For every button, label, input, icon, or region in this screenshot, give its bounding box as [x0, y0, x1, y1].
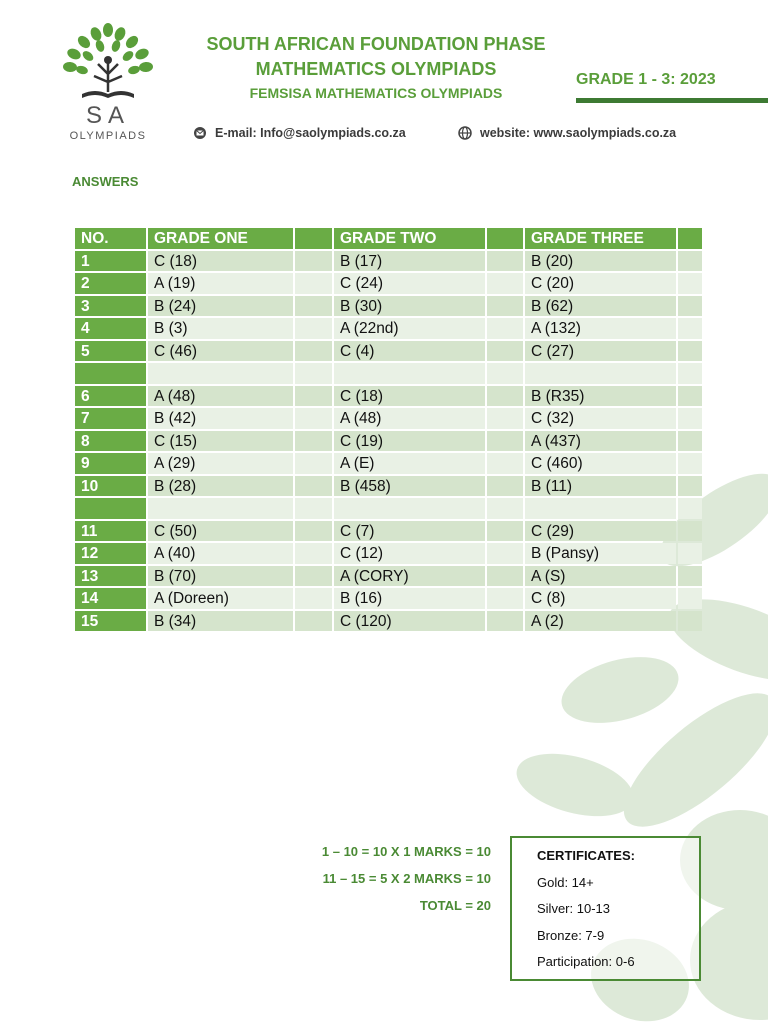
question-number-cell [75, 363, 146, 384]
answer-cell [487, 498, 523, 519]
answer-cell: A (S) [525, 566, 676, 587]
answer-cell [678, 566, 702, 587]
question-number-cell: 3 [75, 296, 146, 317]
answer-cell [678, 588, 702, 609]
answer-cell: A (132) [525, 318, 676, 339]
answer-cell: A (48) [148, 386, 293, 407]
answer-cell: C (24) [334, 273, 485, 294]
answer-cell [487, 318, 523, 339]
answer-cell: B (42) [148, 408, 293, 429]
answer-cell [487, 588, 523, 609]
answer-cell: A (40) [148, 543, 293, 564]
answer-cell [295, 341, 332, 362]
table-header-cell: NO. [75, 228, 146, 249]
answer-cell [678, 476, 702, 497]
answer-cell: C (4) [334, 341, 485, 362]
answer-cell: B (3) [148, 318, 293, 339]
question-number-cell: 9 [75, 453, 146, 474]
question-number-cell: 10 [75, 476, 146, 497]
answers-table [75, 228, 702, 633]
question-number-cell: 11 [75, 521, 146, 542]
table-row [75, 363, 702, 384]
answer-cell [295, 498, 332, 519]
question-number-cell: 6 [75, 386, 146, 407]
table-header-cell [295, 228, 332, 249]
answer-cell [487, 251, 523, 272]
question-number-cell: 1 [75, 251, 146, 272]
grade-tag: GRADE 1 - 3: 2023 [576, 71, 716, 88]
page-title-line1: SOUTH AFRICAN FOUNDATION PHASE [206, 34, 546, 54]
answer-cell [295, 611, 332, 632]
answer-cell [678, 408, 702, 429]
answer-cell [295, 363, 332, 384]
table-header-cell [678, 228, 702, 249]
answer-cell: C (19) [334, 431, 485, 452]
table-row [75, 611, 702, 632]
table-header-row [75, 228, 702, 249]
answer-cell [487, 611, 523, 632]
tree-book-icon [60, 22, 156, 106]
table-row [75, 408, 702, 429]
answer-cell [295, 476, 332, 497]
answer-cell: B (17) [334, 251, 485, 272]
answer-cell: A (19) [148, 273, 293, 294]
table-row [75, 498, 702, 519]
email-contact [193, 126, 406, 140]
table-row [75, 251, 702, 272]
answer-cell: A (E) [334, 453, 485, 474]
answer-cell [487, 341, 523, 362]
answer-cell: C (15) [148, 431, 293, 452]
answer-cell: C (32) [525, 408, 676, 429]
answer-cell: C (12) [334, 543, 485, 564]
certificate-silver: Silver: 10-13 [537, 901, 610, 916]
certificates-box [510, 836, 701, 981]
answer-cell: C (7) [334, 521, 485, 542]
answer-cell: C (18) [334, 386, 485, 407]
answer-cell: B (11) [525, 476, 676, 497]
answer-cell [678, 386, 702, 407]
table-header-cell [487, 228, 523, 249]
table-row [75, 386, 702, 407]
answer-cell [295, 408, 332, 429]
globe-icon [458, 126, 472, 140]
answer-cell: A (CORY) [334, 566, 485, 587]
certificates-title: CERTIFICATES: [537, 848, 635, 863]
answer-cell: C (20) [525, 273, 676, 294]
marks-total: TOTAL = 20 [419, 898, 491, 913]
table-row [75, 341, 702, 362]
answer-cell: C (50) [148, 521, 293, 542]
answer-cell [678, 251, 702, 272]
answer-cell [295, 543, 332, 564]
answer-cell: A (48) [334, 408, 485, 429]
answer-cell: B (34) [148, 611, 293, 632]
answer-cell [487, 453, 523, 474]
question-number-cell: 2 [75, 273, 146, 294]
answer-cell [678, 363, 702, 384]
table-header-cell: GRADE ONE [148, 228, 293, 249]
logo-sa-text: SA [85, 102, 130, 129]
question-number-cell: 12 [75, 543, 146, 564]
table-row [75, 296, 702, 317]
question-number-cell: 5 [75, 341, 146, 362]
table-row [75, 453, 702, 474]
answer-cell [295, 296, 332, 317]
marks-line-2: 11 – 15 = 5 X 2 MARKS = 10 [322, 871, 491, 886]
answer-cell [678, 431, 702, 452]
answer-cell: A (2) [525, 611, 676, 632]
answer-cell [487, 273, 523, 294]
answer-cell [678, 543, 702, 564]
answer-cell [295, 386, 332, 407]
answer-cell [678, 318, 702, 339]
answer-cell: B (16) [334, 588, 485, 609]
answer-cell: B (R35) [525, 386, 676, 407]
answer-cell [487, 543, 523, 564]
page-title-line2: MATHEMATICS OLYMPIADS [255, 59, 497, 79]
answer-cell: C (46) [148, 341, 293, 362]
table-row [75, 476, 702, 497]
answer-cell [295, 431, 332, 452]
question-number-cell: 13 [75, 566, 146, 587]
page-subtitle: FEMSISA MATHEMATICS OLYMPIADS [249, 85, 503, 101]
answer-cell: C (18) [148, 251, 293, 272]
answer-cell: A (22nd) [334, 318, 485, 339]
question-number-cell [75, 498, 146, 519]
question-number-cell: 4 [75, 318, 146, 339]
table-header-cell: GRADE TWO [334, 228, 485, 249]
answer-cell: B (458) [334, 476, 485, 497]
answer-cell [295, 318, 332, 339]
answer-cell [295, 273, 332, 294]
table-row [75, 521, 702, 542]
answer-cell: C (120) [334, 611, 485, 632]
answer-cell [525, 363, 676, 384]
answer-cell: B (20) [525, 251, 676, 272]
answer-cell [295, 251, 332, 272]
answer-cell [678, 611, 702, 632]
website-contact [458, 126, 676, 140]
answer-cell [678, 453, 702, 474]
answer-cell [678, 341, 702, 362]
answer-cell: A (Doreen) [148, 588, 293, 609]
answers-heading: ANSWERS [72, 174, 139, 189]
answer-cell: A (437) [525, 431, 676, 452]
table-row [75, 318, 702, 339]
answer-cell [295, 453, 332, 474]
answer-cell [334, 363, 485, 384]
answer-cell [295, 521, 332, 542]
answer-cell: C (29) [525, 521, 676, 542]
table-row [75, 588, 702, 609]
answer-cell [295, 588, 332, 609]
answer-cell: B (62) [525, 296, 676, 317]
answer-cell [487, 296, 523, 317]
answer-cell [148, 498, 293, 519]
answer-cell [487, 566, 523, 587]
answer-cell [525, 498, 676, 519]
answer-cell [487, 521, 523, 542]
marks-line-1: 1 – 10 = 10 X 1 MARKS = 10 [321, 844, 491, 859]
answer-cell: B (30) [334, 296, 485, 317]
table-row [75, 431, 702, 452]
answer-cell: C (460) [525, 453, 676, 474]
answer-cell [148, 363, 293, 384]
table-row [75, 566, 702, 587]
question-number-cell: 15 [75, 611, 146, 632]
certificate-participation: Participation: 0-6 [537, 954, 635, 969]
table-row [75, 543, 702, 564]
sa-olympiads-logo [60, 22, 156, 146]
answer-cell [487, 476, 523, 497]
answer-cell: A (29) [148, 453, 293, 474]
table-body [75, 251, 702, 632]
answer-cell [678, 521, 702, 542]
answer-cell: B (24) [148, 296, 293, 317]
answer-cell: C (27) [525, 341, 676, 362]
question-number-cell: 8 [75, 431, 146, 452]
answer-cell [487, 386, 523, 407]
table-row [75, 273, 702, 294]
question-number-cell: 14 [75, 588, 146, 609]
answer-cell: B (Pansy) [525, 543, 676, 564]
answer-cell [678, 296, 702, 317]
answer-cell [334, 498, 485, 519]
certificate-bronze: Bronze: 7-9 [537, 928, 605, 943]
answer-cell [487, 408, 523, 429]
table-header-cell: GRADE THREE [525, 228, 676, 249]
grade-underline [576, 98, 768, 103]
answer-cell: C (8) [525, 588, 676, 609]
answer-cell [678, 273, 702, 294]
question-number-cell: 7 [75, 408, 146, 429]
answer-cell [487, 431, 523, 452]
website-text[interactable]: website: www.saolympiads.co.za [480, 126, 677, 140]
answer-cell [295, 566, 332, 587]
answer-cell [678, 498, 702, 519]
certificate-gold: Gold: 14+ [537, 875, 594, 890]
answer-cell [487, 363, 523, 384]
email-text[interactable]: E-mail: Info@saolympiads.co.za [215, 126, 406, 140]
email-icon [193, 126, 207, 140]
logo-olympiads-text: OLYMPIADS [69, 130, 147, 142]
answer-cell: B (70) [148, 566, 293, 587]
answer-cell: B (28) [148, 476, 293, 497]
